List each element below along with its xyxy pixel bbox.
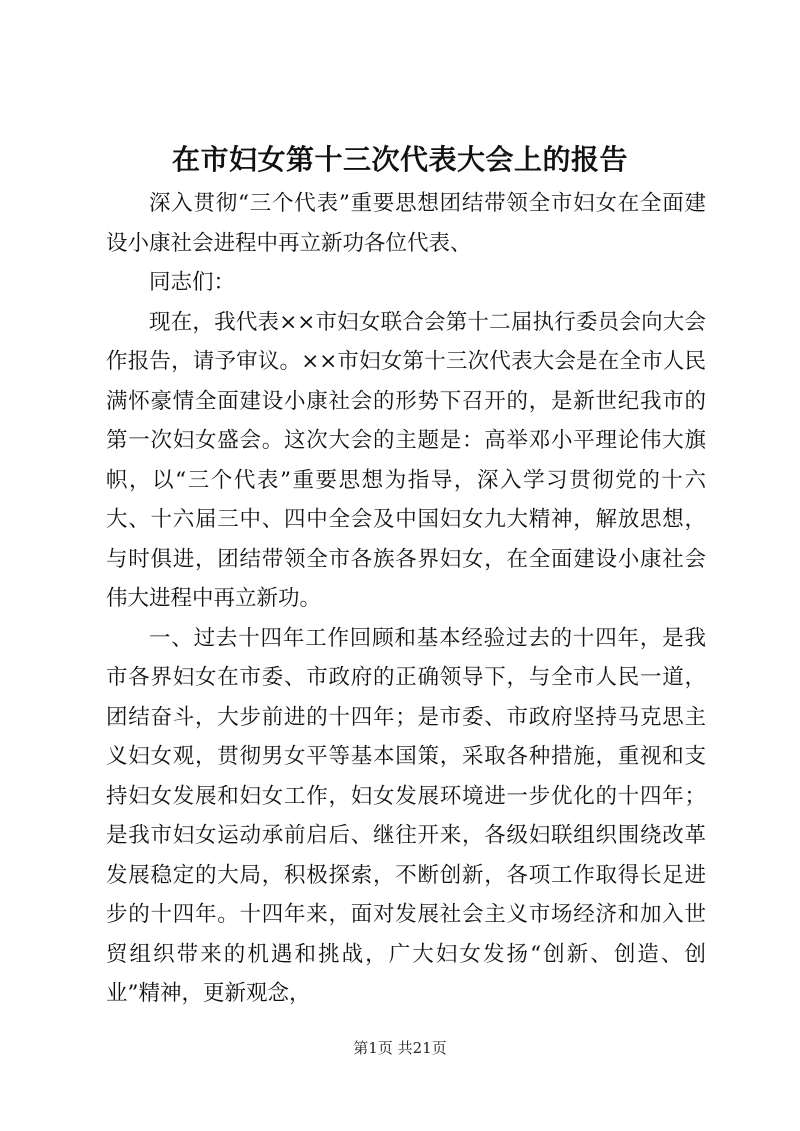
document-title: 在市妇女第十三次代表大会上的报告 (171, 143, 628, 176)
paragraph-review: 一、过去十四年工作回顾和基本经验过去的十四年，是我市各界妇女在市委、市政府的正确领导下，与全市人民一道，团结奋斗，大步前进的十四年；是市委、市政府坚持马克思主义妇女观，贯彻男女平等基本国策，采取各种措施，重视和支持妇女发展和妇女工作，妇女发展环境进一步优化的十四年；是我市妇女运动承前启后、继往开来，各级妇联组织围绕改革发展稳定的大局，积极探索，不断创新，各项工作取得长足进步的十四年。十四年来，面对发展社会主义市场经济和加入世贸组织带来的机遇和挑战，广大妇女发扬“创新、创造、创业”精神，更新观念， (106, 625, 706, 1006)
paragraph-intro: 深入贯彻“三个代表”重要思想团结带领全市妇女在全面建设小康社会进程中再立新功各位代表、 (106, 191, 706, 256)
page-footer: 第1页 共21页 (353, 1039, 447, 1057)
document-body (106, 184, 706, 1014)
paragraph-opening: 现在，我代表××市妇女联合会第十二届执行委员会向大会作报告，请予审议。××市妇女第十三次代表大会是在全市人民满怀豪情全面建设小康社会的形势下召开的，是新世纪我市的第一次妇女盛会。这次大会的主题是：高举邓小平理论伟大旗帜，以“三个代表”重要思想为指导，深入学习贯彻党的十六大、十六届三中、四中全会及中国妇女九大精神，解放思想，与时俱进，团结带领全市各族各界妇女，在全面建设小康社会伟大进程中再立新功。 (106, 309, 706, 611)
paragraph-salutation: 同志们： (149, 270, 236, 295)
